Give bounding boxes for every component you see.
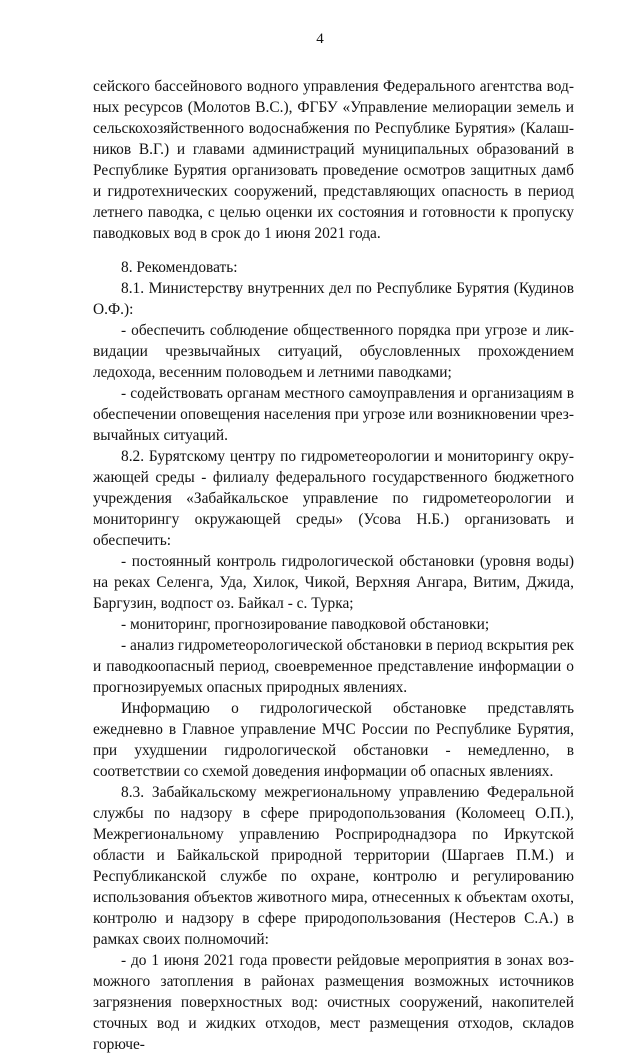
paragraph-information: Информацию о гидрологической обстановке представлять ежедневно в Главное управление МЧС России по Республике Бурятия, при ухудшении гидрологической обстановки - немедленно, в соответствии со схемой доведения информации об опасных явлениях. <box>93 700 574 780</box>
paragraph-recommend-heading: 8. Рекомендовать: <box>121 259 238 276</box>
list-item: - содействовать органам местного самоуправления и организациям в обеспечении оповещения населения при угрозе или возникновении чрезвычайных ситуаций. <box>93 385 574 444</box>
list-item: - анализ гидрометеорологической обстановки в период вскрытия рек и паводкоопасный период, своевременное представление информации о прогнозируемых опасных природных явлениях. <box>93 637 574 696</box>
page-number: 4 <box>316 31 324 47</box>
list-item: - обеспечить соблюдение общественного порядка при угрозе и ликвидации чрезвычайных ситуаций, обусловленных прохождением ледохода, весенним половодьем и летними паводками; <box>93 322 574 381</box>
paragraph-8-2: 8.2. Бурятскому центру по гидрометеорологии и мониторингу окружающей среды - филиалу федерального государственного бюджетного учреждения «Забайкальское управление по гидрометеорологии и мониторингу окружающей среды» (Усова Н.Б.) организовать и обеспечить: <box>93 448 574 549</box>
paragraph-continuation: сейского бассейнового водного управления Федерального агентства водных ресурсов (Молотов В.С.), ФГБУ «Управление мелиорации земель и сельскохозяйственного водоснабжения по Республике Бурятия» (Калашников В.Г.) и главами администраций муниципальных образований в Республике Бурятия организовать проведение осмотров защитных дамб и гидротехнических сооружений, представляющих опасность в период летнего паводка, с целью оценки их состояния и готовности к пропуску паводковых вод в срок до 1 июня 2021 года. <box>93 78 574 242</box>
list-item: - мониторинг, прогнозирование паводковой обстановки; <box>121 616 490 633</box>
document-body <box>93 76 574 1055</box>
list-item: - постоянный контроль гидрологической обстановки (уровня воды) на реках Селенга, Уда, Хилок, Чикой, Верхняя Ангара, Витим, Джида, Баргузин, водпост оз. Байкал - с. Турка; <box>93 553 574 612</box>
list-item: - до 1 июня 2021 года провести рейдовые мероприятия в зонах возможного затопления в районах размещения возможных источников загрязнения поверхностных вод: очистных сооружений, накопителей сточных вод и жидких отходов, мест размещения отходов, складов горюче- <box>93 952 574 1053</box>
paragraph-gap <box>93 244 574 257</box>
paragraph-8-1: 8.1. Министерству внутренних дел по Республике Бурятия (Кудинов О.Ф.): <box>93 280 574 318</box>
paragraph-8-3: 8.3. Забайкальскому межрегиональному управлению Федеральной службы по надзору в сфере природопользования (Коломеец О.П.), Межрегиональному управлению Росприроднадзора по Иркутской области и Байкальской природной территории (Шаргаев П.М.) и Республиканской службе по охране, контролю и регулированию использования объектов животного мира, отнесенных к объектам охоты, контролю и надзору в сфере природопользования (Нестеров С.А.) в рамках своих полномочий: <box>93 784 574 948</box>
